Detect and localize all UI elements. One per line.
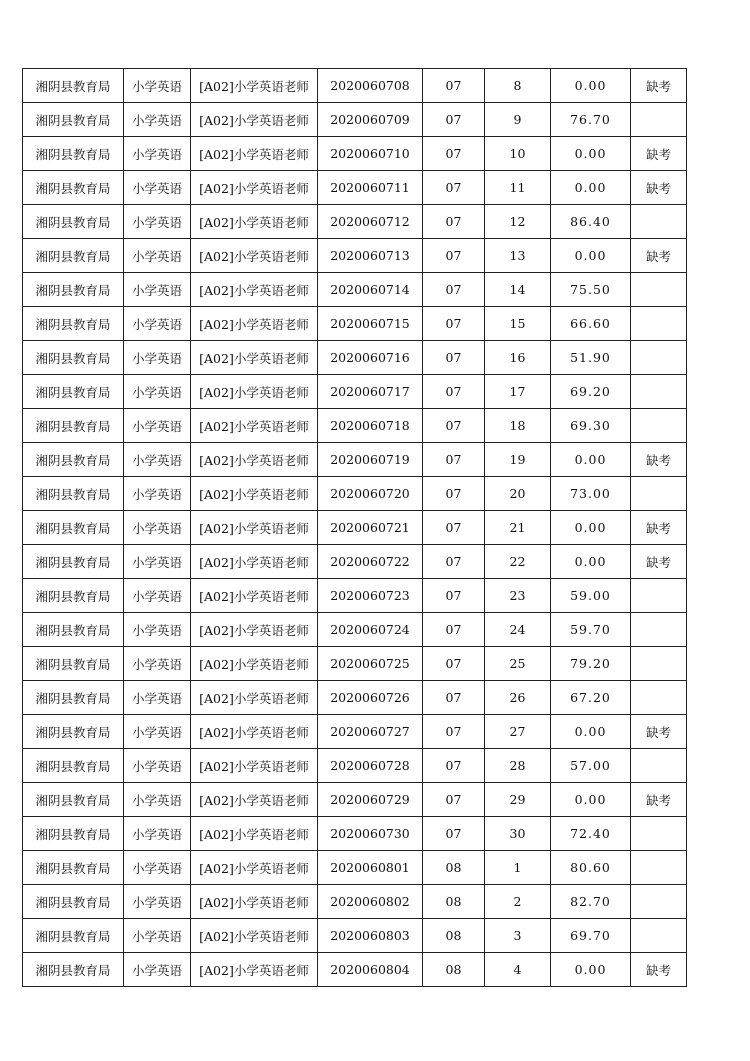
seat-number-cell: 9 <box>485 103 551 137</box>
seat-number-cell: 12 <box>485 205 551 239</box>
score-cell: 86.40 <box>551 205 631 239</box>
table-row <box>23 817 687 851</box>
exam-room-cell: 07 <box>423 681 485 715</box>
seat-number-cell: 24 <box>485 613 551 647</box>
position-cell: [A02]小学英语老师 <box>191 579 318 613</box>
position-cell: [A02]小学英语老师 <box>191 885 318 919</box>
remark-cell: 缺考 <box>631 545 687 579</box>
position-cell: [A02]小学英语老师 <box>191 443 318 477</box>
position-cell: [A02]小学英语老师 <box>191 613 318 647</box>
remark-cell <box>631 885 687 919</box>
ticket-number-cell: 2020060726 <box>318 681 423 715</box>
remark-cell <box>631 103 687 137</box>
score-cell: 0.00 <box>551 783 631 817</box>
department-cell: 湘阴县教育局 <box>23 953 124 987</box>
table-row <box>23 375 687 409</box>
remark-cell <box>631 681 687 715</box>
ticket-number-cell: 2020060708 <box>318 69 423 103</box>
seat-number-cell: 2 <box>485 885 551 919</box>
position-cell: [A02]小学英语老师 <box>191 171 318 205</box>
table-row <box>23 205 687 239</box>
ticket-number-cell: 2020060804 <box>318 953 423 987</box>
department-cell: 湘阴县教育局 <box>23 919 124 953</box>
ticket-number-cell: 2020060729 <box>318 783 423 817</box>
score-cell: 73.00 <box>551 477 631 511</box>
remark-cell <box>631 273 687 307</box>
exam-room-cell: 07 <box>423 749 485 783</box>
exam-room-cell: 07 <box>423 205 485 239</box>
department-cell: 湘阴县教育局 <box>23 273 124 307</box>
department-cell: 湘阴县教育局 <box>23 783 124 817</box>
score-cell: 82.70 <box>551 885 631 919</box>
position-cell: [A02]小学英语老师 <box>191 715 318 749</box>
subject-cell: 小学英语 <box>124 409 191 443</box>
table-row <box>23 171 687 205</box>
seat-number-cell: 30 <box>485 817 551 851</box>
ticket-number-cell: 2020060709 <box>318 103 423 137</box>
seat-number-cell: 29 <box>485 783 551 817</box>
remark-cell: 缺考 <box>631 137 687 171</box>
score-cell: 0.00 <box>551 239 631 273</box>
score-cell: 69.20 <box>551 375 631 409</box>
seat-number-cell: 16 <box>485 341 551 375</box>
table-row <box>23 273 687 307</box>
remark-cell <box>631 579 687 613</box>
department-cell: 湘阴县教育局 <box>23 647 124 681</box>
seat-number-cell: 19 <box>485 443 551 477</box>
subject-cell: 小学英语 <box>124 919 191 953</box>
department-cell: 湘阴县教育局 <box>23 307 124 341</box>
subject-cell: 小学英语 <box>124 681 191 715</box>
table-row <box>23 613 687 647</box>
remark-cell: 缺考 <box>631 783 687 817</box>
subject-cell: 小学英语 <box>124 273 191 307</box>
department-cell: 湘阴县教育局 <box>23 69 124 103</box>
seat-number-cell: 25 <box>485 647 551 681</box>
ticket-number-cell: 2020060727 <box>318 715 423 749</box>
subject-cell: 小学英语 <box>124 375 191 409</box>
ticket-number-cell: 2020060720 <box>318 477 423 511</box>
score-cell: 76.70 <box>551 103 631 137</box>
exam-room-cell: 07 <box>423 783 485 817</box>
seat-number-cell: 10 <box>485 137 551 171</box>
ticket-number-cell: 2020060715 <box>318 307 423 341</box>
score-cell: 67.20 <box>551 681 631 715</box>
department-cell: 湘阴县教育局 <box>23 715 124 749</box>
remark-cell <box>631 851 687 885</box>
position-cell: [A02]小学英语老师 <box>191 273 318 307</box>
exam-room-cell: 08 <box>423 953 485 987</box>
table-row <box>23 511 687 545</box>
remark-cell <box>631 613 687 647</box>
department-cell: 湘阴县教育局 <box>23 749 124 783</box>
exam-room-cell: 07 <box>423 341 485 375</box>
ticket-number-cell: 2020060722 <box>318 545 423 579</box>
score-cell: 66.60 <box>551 307 631 341</box>
ticket-number-cell: 2020060725 <box>318 647 423 681</box>
position-cell: [A02]小学英语老师 <box>191 647 318 681</box>
subject-cell: 小学英语 <box>124 477 191 511</box>
department-cell: 湘阴县教育局 <box>23 103 124 137</box>
exam-room-cell: 07 <box>423 69 485 103</box>
subject-cell: 小学英语 <box>124 749 191 783</box>
ticket-number-cell: 2020060718 <box>318 409 423 443</box>
remark-cell <box>631 375 687 409</box>
position-cell: [A02]小学英语老师 <box>191 205 318 239</box>
remark-cell: 缺考 <box>631 443 687 477</box>
department-cell: 湘阴县教育局 <box>23 239 124 273</box>
ticket-number-cell: 2020060719 <box>318 443 423 477</box>
subject-cell: 小学英语 <box>124 205 191 239</box>
remark-cell: 缺考 <box>631 511 687 545</box>
seat-number-cell: 28 <box>485 749 551 783</box>
position-cell: [A02]小学英语老师 <box>191 545 318 579</box>
subject-cell: 小学英语 <box>124 647 191 681</box>
ticket-number-cell: 2020060712 <box>318 205 423 239</box>
score-cell: 51.90 <box>551 341 631 375</box>
exam-room-cell: 07 <box>423 443 485 477</box>
table-row <box>23 885 687 919</box>
exam-room-cell: 08 <box>423 851 485 885</box>
table-row <box>23 851 687 885</box>
exam-room-cell: 07 <box>423 137 485 171</box>
position-cell: [A02]小学英语老师 <box>191 681 318 715</box>
position-cell: [A02]小学英语老师 <box>191 409 318 443</box>
exam-room-cell: 07 <box>423 545 485 579</box>
subject-cell: 小学英语 <box>124 341 191 375</box>
subject-cell: 小学英语 <box>124 239 191 273</box>
score-cell: 57.00 <box>551 749 631 783</box>
department-cell: 湘阴县教育局 <box>23 137 124 171</box>
department-cell: 湘阴县教育局 <box>23 511 124 545</box>
exam-room-cell: 07 <box>423 103 485 137</box>
exam-room-cell: 07 <box>423 307 485 341</box>
remark-cell <box>631 341 687 375</box>
position-cell: [A02]小学英语老师 <box>191 307 318 341</box>
position-cell: [A02]小学英语老师 <box>191 69 318 103</box>
seat-number-cell: 8 <box>485 69 551 103</box>
ticket-number-cell: 2020060730 <box>318 817 423 851</box>
table-row <box>23 409 687 443</box>
score-cell: 0.00 <box>551 171 631 205</box>
ticket-number-cell: 2020060711 <box>318 171 423 205</box>
subject-cell: 小学英语 <box>124 817 191 851</box>
table-row <box>23 579 687 613</box>
position-cell: [A02]小学英语老师 <box>191 851 318 885</box>
remark-cell <box>631 749 687 783</box>
remark-cell <box>631 205 687 239</box>
ticket-number-cell: 2020060802 <box>318 885 423 919</box>
seat-number-cell: 4 <box>485 953 551 987</box>
position-cell: [A02]小学英语老师 <box>191 953 318 987</box>
table-row <box>23 783 687 817</box>
position-cell: [A02]小学英语老师 <box>191 103 318 137</box>
score-cell: 0.00 <box>551 443 631 477</box>
subject-cell: 小学英语 <box>124 307 191 341</box>
score-table-body <box>23 69 687 987</box>
score-cell: 0.00 <box>551 953 631 987</box>
score-cell: 75.50 <box>551 273 631 307</box>
position-cell: [A02]小学英语老师 <box>191 477 318 511</box>
department-cell: 湘阴县教育局 <box>23 443 124 477</box>
score-cell: 0.00 <box>551 69 631 103</box>
subject-cell: 小学英语 <box>124 137 191 171</box>
table-row <box>23 545 687 579</box>
department-cell: 湘阴县教育局 <box>23 171 124 205</box>
table-row <box>23 443 687 477</box>
position-cell: [A02]小学英语老师 <box>191 783 318 817</box>
seat-number-cell: 23 <box>485 579 551 613</box>
exam-room-cell: 07 <box>423 239 485 273</box>
seat-number-cell: 11 <box>485 171 551 205</box>
remark-cell <box>631 919 687 953</box>
remark-cell: 缺考 <box>631 171 687 205</box>
table-row <box>23 307 687 341</box>
score-cell: 69.30 <box>551 409 631 443</box>
remark-cell <box>631 307 687 341</box>
seat-number-cell: 3 <box>485 919 551 953</box>
position-cell: [A02]小学英语老师 <box>191 137 318 171</box>
exam-room-cell: 08 <box>423 919 485 953</box>
ticket-number-cell: 2020060717 <box>318 375 423 409</box>
subject-cell: 小学英语 <box>124 783 191 817</box>
exam-room-cell: 07 <box>423 579 485 613</box>
score-cell: 69.70 <box>551 919 631 953</box>
ticket-number-cell: 2020060803 <box>318 919 423 953</box>
subject-cell: 小学英语 <box>124 171 191 205</box>
exam-score-table <box>22 68 687 987</box>
exam-room-cell: 07 <box>423 715 485 749</box>
subject-cell: 小学英语 <box>124 545 191 579</box>
score-cell: 59.70 <box>551 613 631 647</box>
department-cell: 湘阴县教育局 <box>23 885 124 919</box>
exam-room-cell: 07 <box>423 273 485 307</box>
table-row <box>23 239 687 273</box>
seat-number-cell: 27 <box>485 715 551 749</box>
exam-room-cell: 07 <box>423 511 485 545</box>
exam-room-cell: 07 <box>423 375 485 409</box>
exam-room-cell: 07 <box>423 171 485 205</box>
table-row <box>23 137 687 171</box>
subject-cell: 小学英语 <box>124 443 191 477</box>
table-row <box>23 953 687 987</box>
score-cell: 0.00 <box>551 715 631 749</box>
department-cell: 湘阴县教育局 <box>23 817 124 851</box>
remark-cell: 缺考 <box>631 69 687 103</box>
table-row <box>23 681 687 715</box>
subject-cell: 小学英语 <box>124 885 191 919</box>
ticket-number-cell: 2020060801 <box>318 851 423 885</box>
ticket-number-cell: 2020060721 <box>318 511 423 545</box>
score-cell: 0.00 <box>551 545 631 579</box>
remark-cell: 缺考 <box>631 715 687 749</box>
score-cell: 59.00 <box>551 579 631 613</box>
exam-room-cell: 07 <box>423 477 485 511</box>
department-cell: 湘阴县教育局 <box>23 681 124 715</box>
position-cell: [A02]小学英语老师 <box>191 341 318 375</box>
remark-cell <box>631 409 687 443</box>
exam-room-cell: 07 <box>423 647 485 681</box>
position-cell: [A02]小学英语老师 <box>191 749 318 783</box>
seat-number-cell: 21 <box>485 511 551 545</box>
ticket-number-cell: 2020060710 <box>318 137 423 171</box>
position-cell: [A02]小学英语老师 <box>191 239 318 273</box>
department-cell: 湘阴县教育局 <box>23 375 124 409</box>
remark-cell <box>631 647 687 681</box>
exam-room-cell: 08 <box>423 885 485 919</box>
department-cell: 湘阴县教育局 <box>23 545 124 579</box>
table-row <box>23 647 687 681</box>
seat-number-cell: 13 <box>485 239 551 273</box>
ticket-number-cell: 2020060714 <box>318 273 423 307</box>
score-cell: 80.60 <box>551 851 631 885</box>
table-row <box>23 477 687 511</box>
seat-number-cell: 15 <box>485 307 551 341</box>
subject-cell: 小学英语 <box>124 103 191 137</box>
department-cell: 湘阴县教育局 <box>23 341 124 375</box>
seat-number-cell: 1 <box>485 851 551 885</box>
position-cell: [A02]小学英语老师 <box>191 817 318 851</box>
subject-cell: 小学英语 <box>124 613 191 647</box>
position-cell: [A02]小学英语老师 <box>191 375 318 409</box>
table-row <box>23 919 687 953</box>
subject-cell: 小学英语 <box>124 953 191 987</box>
exam-room-cell: 07 <box>423 817 485 851</box>
department-cell: 湘阴县教育局 <box>23 205 124 239</box>
position-cell: [A02]小学英语老师 <box>191 919 318 953</box>
score-cell: 0.00 <box>551 137 631 171</box>
remark-cell <box>631 477 687 511</box>
subject-cell: 小学英语 <box>124 69 191 103</box>
ticket-number-cell: 2020060728 <box>318 749 423 783</box>
department-cell: 湘阴县教育局 <box>23 409 124 443</box>
department-cell: 湘阴县教育局 <box>23 851 124 885</box>
exam-room-cell: 07 <box>423 613 485 647</box>
exam-room-cell: 07 <box>423 409 485 443</box>
remark-cell: 缺考 <box>631 953 687 987</box>
table-row <box>23 69 687 103</box>
seat-number-cell: 18 <box>485 409 551 443</box>
subject-cell: 小学英语 <box>124 715 191 749</box>
seat-number-cell: 14 <box>485 273 551 307</box>
score-cell: 0.00 <box>551 511 631 545</box>
seat-number-cell: 26 <box>485 681 551 715</box>
table-row <box>23 749 687 783</box>
ticket-number-cell: 2020060723 <box>318 579 423 613</box>
ticket-number-cell: 2020060713 <box>318 239 423 273</box>
table-row <box>23 341 687 375</box>
score-cell: 79.20 <box>551 647 631 681</box>
table-row <box>23 715 687 749</box>
subject-cell: 小学英语 <box>124 851 191 885</box>
subject-cell: 小学英语 <box>124 511 191 545</box>
department-cell: 湘阴县教育局 <box>23 477 124 511</box>
seat-number-cell: 22 <box>485 545 551 579</box>
remark-cell <box>631 817 687 851</box>
department-cell: 湘阴县教育局 <box>23 579 124 613</box>
subject-cell: 小学英语 <box>124 579 191 613</box>
position-cell: [A02]小学英语老师 <box>191 511 318 545</box>
ticket-number-cell: 2020060724 <box>318 613 423 647</box>
seat-number-cell: 20 <box>485 477 551 511</box>
table-row <box>23 103 687 137</box>
remark-cell: 缺考 <box>631 239 687 273</box>
department-cell: 湘阴县教育局 <box>23 613 124 647</box>
score-cell: 72.40 <box>551 817 631 851</box>
seat-number-cell: 17 <box>485 375 551 409</box>
ticket-number-cell: 2020060716 <box>318 341 423 375</box>
